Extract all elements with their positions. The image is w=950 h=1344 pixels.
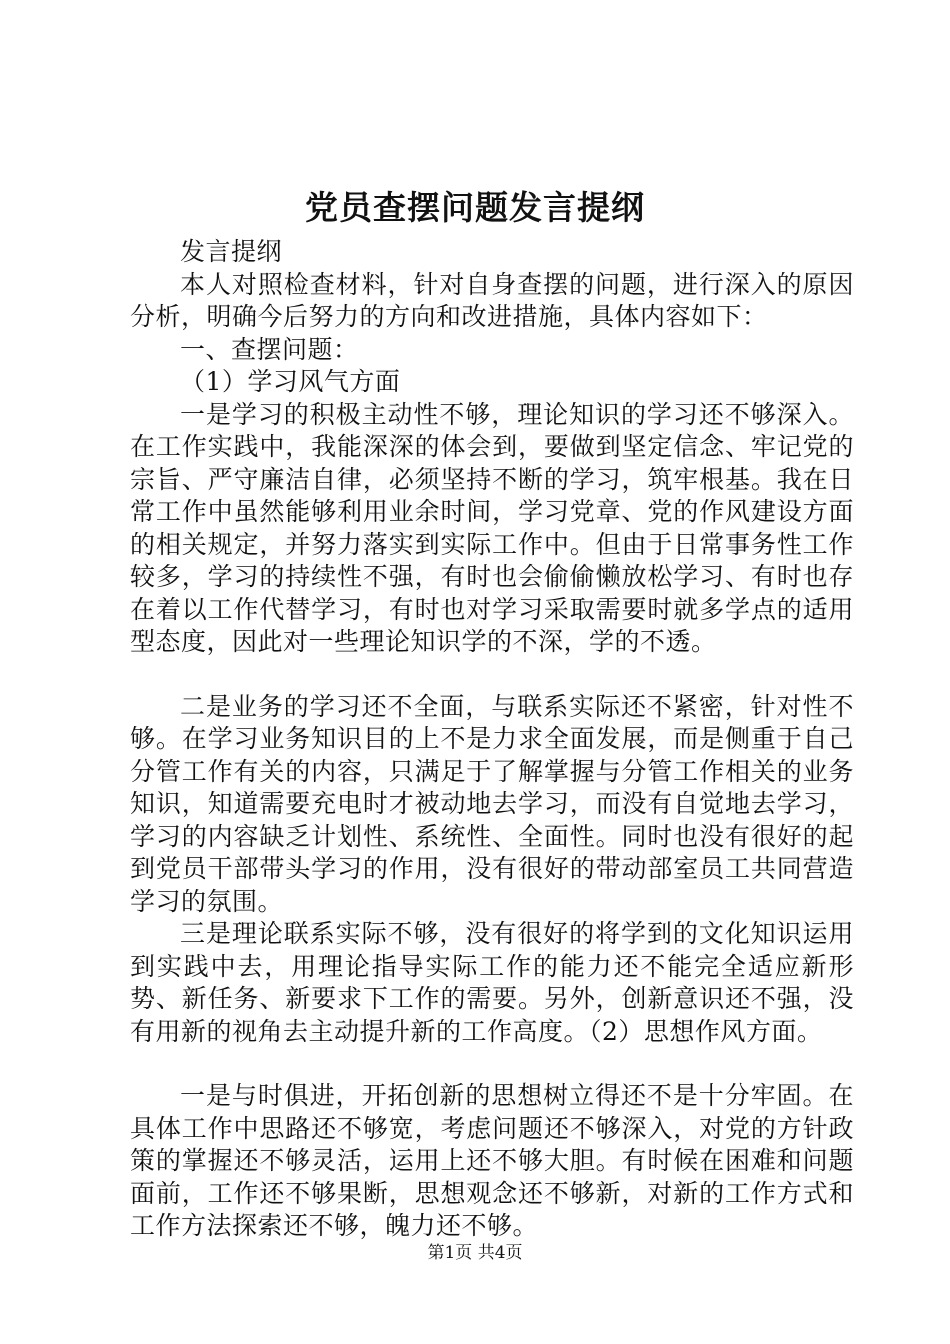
paragraph-study-point-1: 一是学习的积极主动性不够，理论知识的学习还不够深入。在工作实践中，我能深深的体会到，要做到坚定信念、牢记党的宗旨、严守廉洁自律，必须坚持不断的学习，筑牢根基。我在日常工作中虽然能够利用业余时间，学习党章、党的作风建设方面的相关规定，并努力落实到实际工作中。但由于日常事务性工作较多，学习的持续性不强，有时也会偷偷懒放松学习、有时也存在着以工作代替学习，有时也对学习采取需要时就多学点的适用型态度，因此对一些理论知识学的不深，学的不透。	[130, 399, 854, 656]
paragraph-thinking-point-1: 一是与时俱进，开拓创新的思想树立得还不是十分牢固。在具体工作中思路还不够宽，考虑问题还不够深入，对党的方针政策的掌握还不够灵活，运用上还不够大胆。有时候在困难和问题面前，工作还不够果断，思想观念还不够新，对新的工作方式和工作方法探索还不够，魄力还不够。	[130, 1081, 854, 1240]
paragraph-outline-label: 发言提纲	[180, 237, 283, 266]
paragraph-intro: 本人对照检查材料，针对自身查摆的问题，进行深入的原因分析，明确今后努力的方向和改进措施，具体内容如下：	[130, 269, 854, 331]
paragraph-study-point-3: 三是理论联系实际不够，没有很好的将学到的文化知识运用到实践中去，用理论指导实际工作的能力还不能完全适应新形势、新任务、新要求下工作的需要。另外，创新意识还不强，没有用新的视角去主动提升新的工作高度。（2）思想作风方面。	[130, 919, 854, 1046]
paragraph-section-heading: 一、查摆问题：	[180, 334, 359, 364]
paragraph-study-point-2: 二是业务的学习还不全面，与联系实际还不紧密，针对性不够。在学习业务知识目的上不是力求全面发展，而是侧重于自己分管工作有关的内容，只满足于了解掌握与分管工作相关的业务知识，知道需要充电时才被动地去学习，而没有自觉地去学习，学习的内容缺乏计划性、系统性、全面性。同时也没有很好的起到党员干部带头学习的作用，没有很好的带动部室员工共同营造学习的氛围。	[130, 691, 854, 916]
document-title: 党员查摆问题发言提纲	[305, 188, 645, 227]
document-body	[130, 236, 854, 1243]
paragraph-subsection-study: （1）学习风气方面	[180, 367, 401, 396]
page-number-footer: 第1页 共4页	[427, 1243, 523, 1263]
